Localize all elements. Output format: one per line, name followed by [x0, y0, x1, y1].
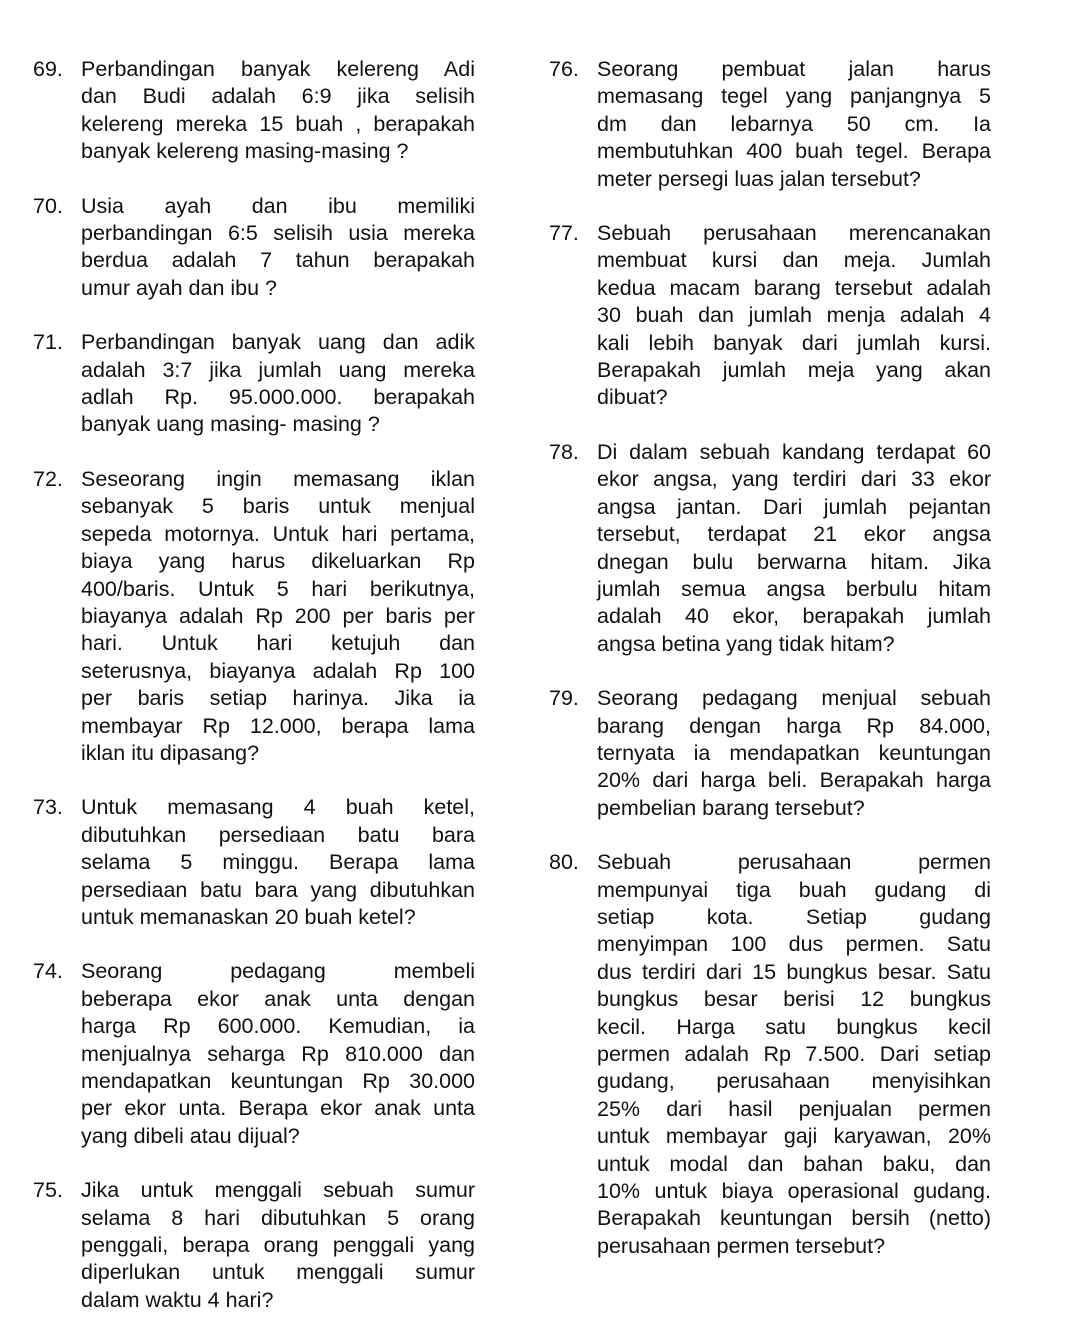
question-line: banyak uang masing- masing ? — [81, 412, 380, 437]
question-line: sebanyak 5 baris untuk menjual — [81, 494, 475, 519]
question-line: Sebuah perusahaan merencanakan — [597, 221, 991, 246]
question-75 — [33, 1177, 475, 1314]
question-line: membuat kursi dan meja. Jumlah — [597, 248, 991, 273]
question-80 — [549, 849, 991, 1260]
question-line: adalah 40 ekor, berapakah jumlah — [597, 604, 991, 629]
question-70 — [33, 193, 475, 303]
question-line: dibutuhkan persediaan batu bara — [81, 822, 475, 847]
question-line: Perbandingan banyak uang dan adik — [81, 330, 475, 355]
question-line: barang dengan harga Rp 84.000, — [597, 713, 991, 738]
question-number: 78. — [549, 439, 579, 464]
question-line: menjualnya seharga Rp 810.000 dan — [81, 1041, 475, 1066]
question-line: perusahaan permen tersebut? — [597, 1233, 886, 1258]
left-column — [33, 56, 475, 1314]
question-line: hari. Untuk hari ketujuh dan — [81, 631, 475, 656]
question-line: berdua adalah 7 tahun berapakah — [81, 248, 475, 273]
question-line: kali lebih banyak dari jumlah kursi. — [597, 330, 991, 355]
question-line: selama 5 minggu. Berapa lama — [81, 850, 475, 875]
question-line: kelereng mereka 15 buah , berapakah — [81, 111, 475, 136]
question-line: Seseorang ingin memasang iklan — [81, 466, 475, 491]
question-line: Jika untuk menggali sebuah sumur — [81, 1178, 475, 1203]
question-line: angsa betina yang tidak hitam? — [597, 631, 895, 656]
question-line: jumlah semua angsa berbulu hitam — [597, 576, 991, 601]
question-number: 80. — [549, 850, 579, 875]
question-line: dm dan lebarnya 50 cm. Ia — [597, 111, 991, 136]
question-line: Untuk memasang 4 buah ketel, — [81, 795, 475, 820]
question-line: untuk membayar gaji karyawan, 20% — [597, 1124, 991, 1149]
question-76 — [549, 56, 991, 193]
question-line: penggali, berapa orang penggali yang — [81, 1233, 475, 1258]
question-line: permen adalah Rp 7.500. Dari setiap — [597, 1042, 991, 1066]
question-line: 20% dari harga beli. Berapakah harga — [597, 768, 991, 793]
question-line: dalam waktu 4 hari? — [81, 1287, 274, 1312]
question-line: dus terdiri dari 15 bungkus besar. Satu — [597, 959, 991, 984]
question-line: mendapatkan keuntungan Rp 30.000 — [81, 1069, 475, 1093]
question-line: seterusnya, biayanya adalah Rp 100 — [81, 658, 475, 683]
question-line: Berapakah jumlah meja yang akan — [597, 358, 991, 383]
question-line: adalah 3:7 jika jumlah uang mereka — [81, 357, 475, 382]
question-line: memasang tegel yang panjangnya 5 — [597, 84, 991, 109]
question-text — [597, 220, 991, 412]
question-line: perbandingan 6:5 selisih usia mereka — [81, 221, 475, 246]
question-line: Perbandingan banyak kelereng Adi — [81, 57, 475, 81]
question-text — [597, 685, 991, 822]
question-line: Seorang pembuat jalan harus — [597, 57, 991, 81]
question-line: per baris setiap harinya. Jika ia — [81, 686, 475, 711]
question-line: selama 8 hari dibutuhkan 5 orang — [81, 1205, 475, 1230]
question-text — [81, 193, 475, 303]
question-line: 400/baris. Untuk 5 hari berikutnya, — [81, 576, 475, 601]
question-line: ternyata ia mendapatkan keuntungan — [597, 740, 991, 765]
question-line: dibuat? — [597, 385, 668, 410]
question-74 — [33, 958, 475, 1150]
question-number: 79. — [549, 686, 579, 711]
question-text — [81, 56, 475, 166]
question-line: membutuhkan 400 buah tegel. Berapa — [597, 139, 991, 164]
question-line: Sebuah perusahaan permen — [597, 850, 991, 875]
question-line: 10% untuk biaya operasional gudang. — [597, 1179, 991, 1204]
question-73 — [33, 794, 475, 931]
question-line: membayar Rp 12.000, berapa lama — [81, 713, 475, 738]
question-number: 76. — [549, 57, 579, 81]
question-line: diperlukan untuk menggali sumur — [81, 1260, 475, 1285]
question-69 — [33, 56, 475, 166]
question-line: persediaan batu bara yang dibutuhkan — [81, 877, 475, 902]
question-text — [597, 56, 991, 193]
question-text — [81, 1177, 475, 1314]
question-line: sepeda motornya. Untuk hari pertama, — [81, 521, 475, 546]
question-line: Seorang pedagang menjual sebuah — [597, 686, 991, 711]
question-number: 72. — [33, 466, 63, 491]
question-line: Berapakah keuntungan bersih (netto) — [597, 1206, 991, 1231]
question-line: biaya yang harus dikeluarkan Rp — [81, 549, 475, 574]
question-number: 71. — [33, 330, 63, 355]
question-line: iklan itu dipasang? — [81, 740, 260, 765]
question-78 — [549, 439, 991, 658]
question-number: 77. — [549, 221, 579, 246]
right-column — [549, 56, 991, 1260]
question-line: kedua macam barang tersebut adalah — [597, 275, 991, 300]
question-text — [597, 439, 991, 658]
question-line: bungkus besar berisi 12 bungkus — [597, 987, 991, 1012]
question-line: angsa jantan. Dari jumlah pejantan — [597, 494, 991, 519]
question-line: dnegan bulu berwarna hitam. Jika — [597, 549, 991, 574]
question-line: adlah Rp. 95.000.000. berapakah — [81, 385, 475, 410]
question-text — [81, 466, 475, 767]
question-line: gudang, perusahaan menyisihkan — [597, 1069, 991, 1094]
question-text — [81, 329, 475, 439]
question-line: biayanya adalah Rp 200 per baris per — [81, 603, 475, 628]
question-79 — [549, 685, 991, 822]
question-77 — [549, 220, 991, 412]
question-line: harga Rp 600.000. Kemudian, ia — [81, 1014, 475, 1039]
question-line: dan Budi adalah 6:9 jika selisih — [81, 84, 475, 109]
question-line: Usia ayah dan ibu memiliki — [81, 193, 475, 218]
question-71 — [33, 329, 475, 439]
question-line: Di dalam sebuah kandang terdapat 60 — [597, 439, 991, 464]
question-text — [81, 794, 475, 931]
question-line: umur ayah dan ibu ? — [81, 275, 278, 300]
question-line: Seorang pedagang membeli — [81, 959, 475, 984]
question-line: setiap kota. Setiap gudang — [597, 904, 991, 929]
question-line: mempunyai tiga buah gudang di — [597, 877, 991, 902]
question-line: pembelian barang tersebut? — [597, 795, 865, 820]
question-number: 73. — [33, 795, 63, 820]
question-number: 70. — [33, 193, 63, 218]
question-line: banyak kelereng masing-masing ? — [81, 139, 409, 164]
question-72 — [33, 466, 475, 767]
question-line: kecil. Harga satu bungkus kecil — [597, 1014, 991, 1039]
question-line: per ekor unta. Berapa ekor anak unta — [81, 1096, 475, 1121]
question-number: 69. — [33, 57, 63, 81]
question-number: 75. — [33, 1178, 63, 1203]
question-text — [597, 849, 991, 1260]
question-line: beberapa ekor anak unta dengan — [81, 986, 475, 1011]
question-number: 74. — [33, 959, 63, 984]
question-line: meter persegi luas jalan tersebut? — [597, 166, 921, 191]
question-line: 30 buah dan jumlah menja adalah 4 — [597, 303, 991, 328]
question-line: menyimpan 100 dus permen. Satu — [597, 932, 991, 957]
question-line: tersebut, terdapat 21 ekor angsa — [597, 522, 991, 547]
question-line: yang dibeli atau dijual? — [81, 1123, 300, 1148]
question-text — [81, 958, 475, 1150]
question-line: 25% dari hasil penjualan permen — [597, 1096, 991, 1121]
question-line: untuk modal dan bahan baku, dan — [597, 1151, 991, 1176]
question-line: untuk memanaskan 20 buah ketel? — [81, 904, 416, 929]
question-line: ekor angsa, yang terdiri dari 33 ekor — [597, 467, 991, 492]
